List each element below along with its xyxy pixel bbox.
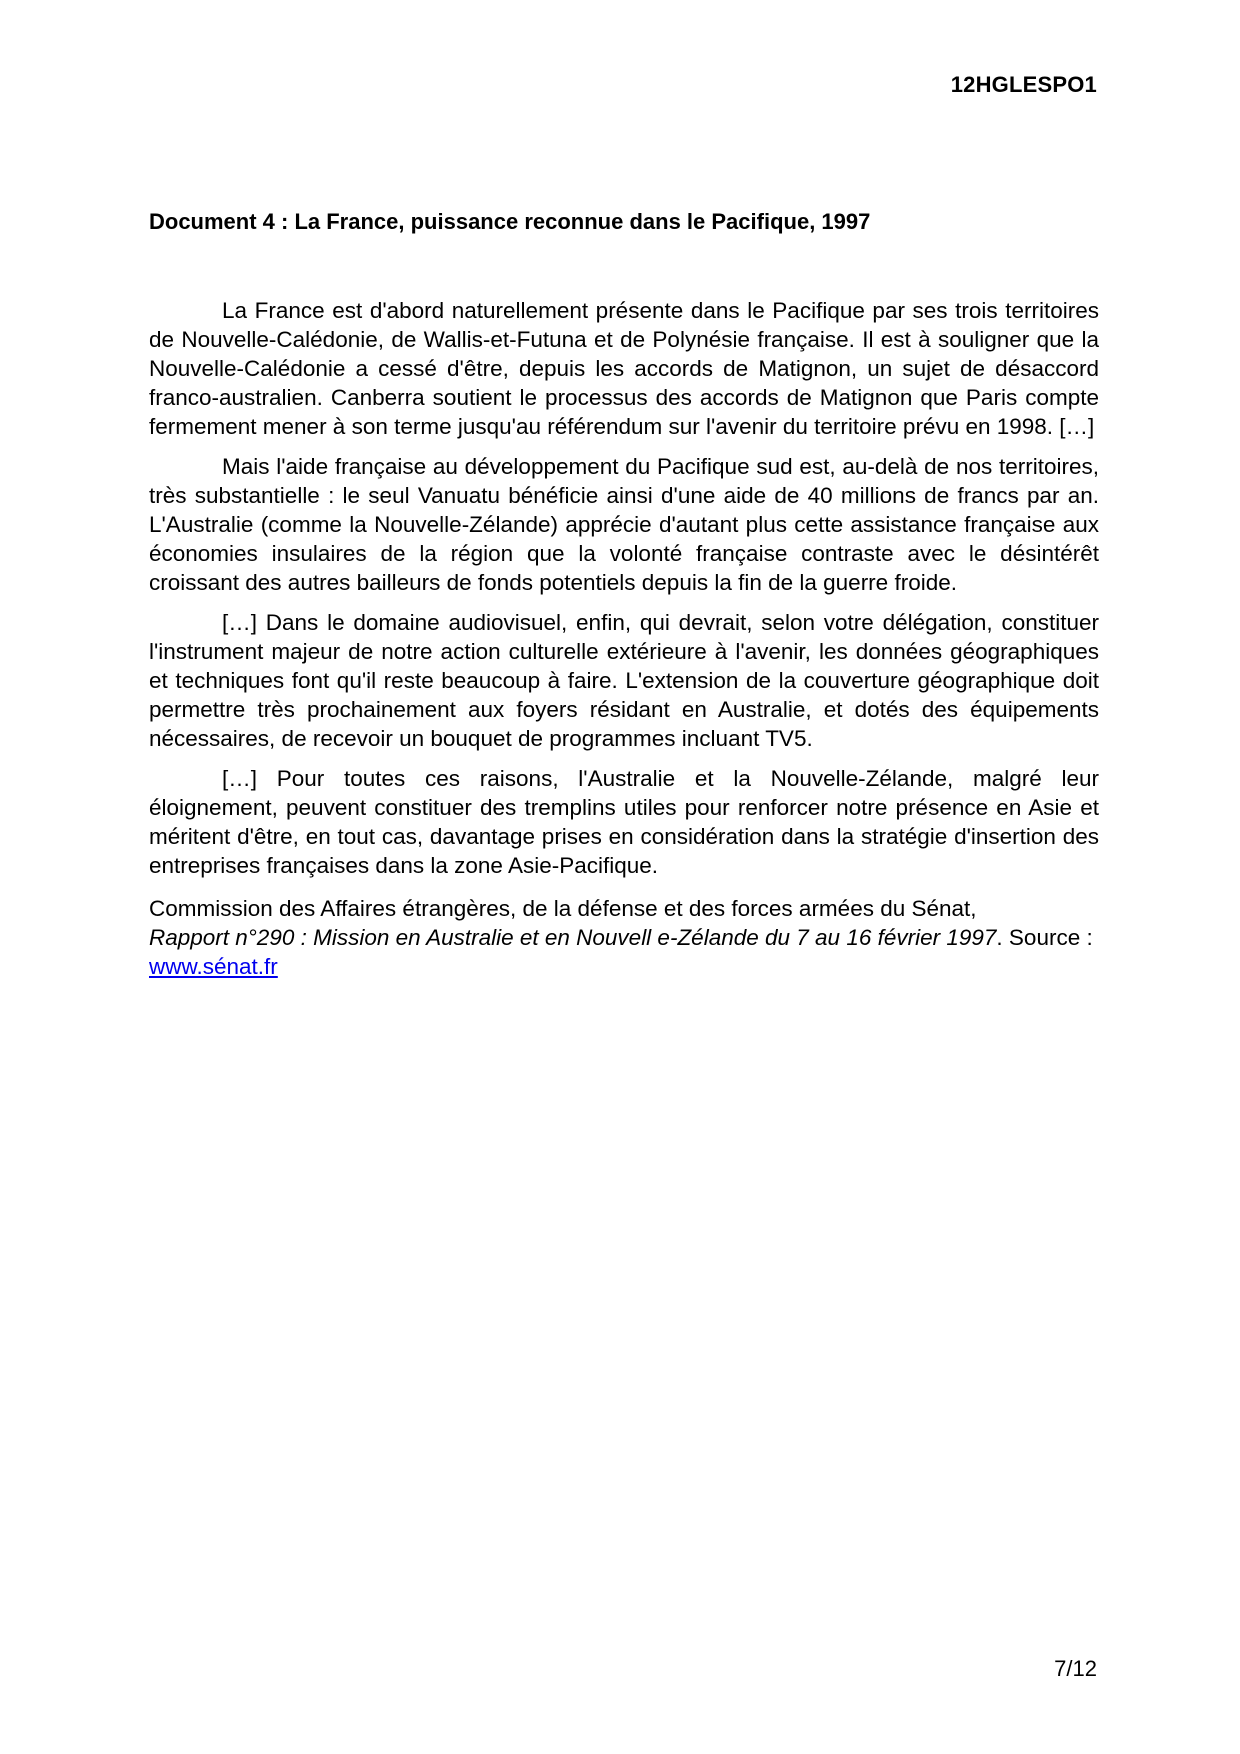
paragraph-4: […] Pour toutes ces raisons, l'Australie et la Nouvelle-Zélande, malgré leur éloignement, peuvent constituer des tremplins utiles pour renforcer notre présence en Asie et méritent d'être, en tout cas, davantage prises en considération dans la stratégie d'insertion des entreprises françaises dans la zone Asie-Pacifique. (149, 766, 1099, 878)
page-number: 7/12 (1054, 1656, 1097, 1681)
paragraph-1: La France est d'abord naturellement présente dans le Pacifique par ses trois territoires de Nouvelle-Calédonie, de Wallis-et-Futuna et de Polynésie française. Il est à souligner que la Nouvelle-Calédonie a cessé d'être, depuis les accords de Matignon, un sujet de désaccord franco-australien. Canberra soutient le processus des accords de Matignon que Paris compte fermement mener à son terme jusqu'au référendum sur l'avenir du territoire prévu en 1998. […] (149, 298, 1099, 439)
document-body (149, 296, 1099, 981)
source-link[interactable]: www.sénat.fr (149, 954, 278, 979)
source-suffix: . Source : (996, 925, 1093, 950)
source-citation (149, 894, 1099, 981)
paragraph-3: […] Dans le domaine audiovisuel, enfin, qui devrait, selon votre délégation, constituer l'instrument majeur de notre action culturelle extérieure à l'avenir, les données géographiques et techniques font qu'il reste beaucoup à faire. L'extension de la couverture géographique doit permettre très prochainement aux foyers résidant en Australie, et dotés des équipements nécessaires, de recevoir un bouquet de programmes incluant TV5. (149, 610, 1099, 751)
paragraph-2: Mais l'aide française au développement du Pacifique sud est, au-delà de nos territoires, très substantielle : le seul Vanuatu bénéficie ainsi d'une aide de 40 millions de francs par an. L'Australie (comme la Nouvelle-Zélande) apprécie d'autant plus cette assistance française aux économies insulaires de la région que la volonté française contraste avec le désintérêt croissant des autres bailleurs de fonds potentiels depuis la fin de la guerre froide. (149, 454, 1099, 595)
source-author: Commission des Affaires étrangères, de la défense et des forces armées du Sénat, (149, 896, 977, 921)
document-title: Document 4 : La France, puissance reconnue dans le Pacifique, 1997 (149, 209, 871, 234)
exam-code: 12HGLESPO1 (950, 72, 1097, 97)
source-report-title: Rapport n°290 : Mission en Australie et en Nouvell e-Zélande du 7 au 16 février 1997 (149, 925, 997, 950)
